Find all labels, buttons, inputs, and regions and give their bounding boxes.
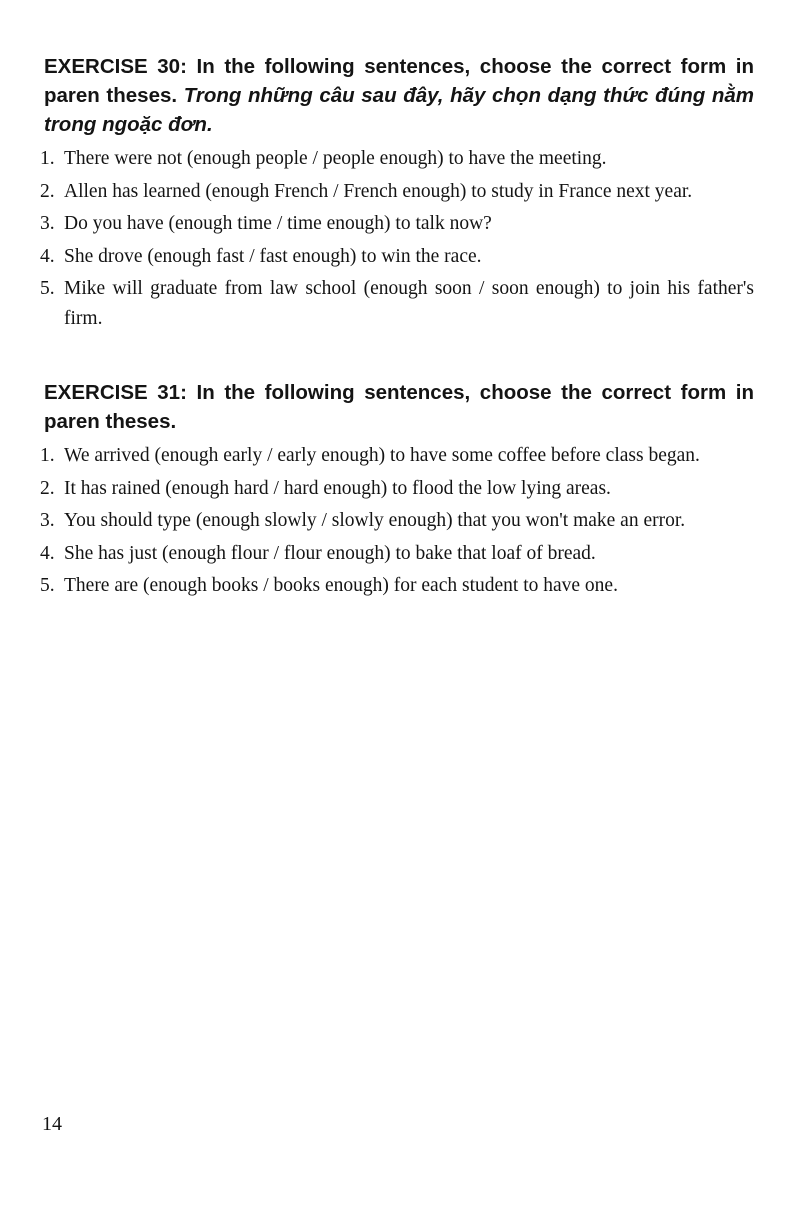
item-number: 1.: [40, 148, 55, 169]
item-number: 1.: [40, 445, 55, 466]
exercise-item: [40, 242, 754, 272]
exercise-item: [40, 506, 754, 536]
exercise-30-instruction-vietnamese: Trong những câu sau đây, hãy chọn dạng thức đúng nằm trong ngoặc đơn.: [44, 84, 754, 136]
item-number: 4.: [40, 542, 55, 564]
exercise-31-title: EXERCISE 31: In the following sentences, choose the correct form in paren theses.: [44, 381, 754, 433]
item-text: Do you have (enough time / time enough) to talk now?: [64, 213, 492, 234]
exercise-item: [40, 209, 754, 239]
item-number: 4.: [40, 245, 55, 267]
item-number: 2.: [40, 477, 55, 499]
exercise-30-title: EXERCISE 30: In the following sentences, choose the correct form in paren theses.: [44, 55, 754, 107]
exercise-item: [40, 274, 754, 333]
exercise-30-list: [40, 144, 754, 333]
exercise-item: [40, 474, 754, 504]
item-text: There were not (enough people / people enough) to have the meeting.: [64, 148, 607, 169]
exercise-item: [40, 441, 754, 471]
exercise-30: [40, 52, 754, 336]
exercise-item: [40, 571, 754, 601]
page-number: 14: [42, 1113, 62, 1135]
item-text: We arrived (enough early / early enough) to have some coffee before class began.: [64, 445, 700, 466]
item-number: 5.: [40, 278, 55, 299]
exercise-item: [40, 539, 754, 569]
item-number: 3.: [40, 510, 55, 531]
exercise-31: [40, 378, 754, 604]
item-text: You should type (enough slowly / slowly enough) that you won't make an error.: [64, 510, 686, 531]
item-text: It has rained (enough hard / hard enough) to flood the low lying areas.: [64, 477, 611, 499]
exercise-31-list: [40, 441, 754, 601]
exercise-31-heading: [44, 378, 754, 436]
item-text: There are (enough books / books enough) for each student to have one.: [64, 575, 618, 596]
item-text: She drove (enough fast / fast enough) to win the race.: [64, 245, 482, 267]
item-number: 5.: [40, 575, 55, 596]
item-text: She has just (enough flour / flour enough) to bake that loaf of bread.: [64, 542, 596, 564]
item-text: Allen has learned (enough French / French enough) to study in France next year.: [64, 180, 693, 202]
exercise-item: [40, 144, 754, 174]
exercise-30-heading: [44, 52, 754, 139]
item-number: 2.: [40, 180, 55, 202]
item-number: 3.: [40, 213, 55, 234]
item-text: Mike will graduate from law school (enough soon / soon enough) to join his father's firm.: [64, 278, 754, 329]
exercise-item: [40, 177, 754, 207]
